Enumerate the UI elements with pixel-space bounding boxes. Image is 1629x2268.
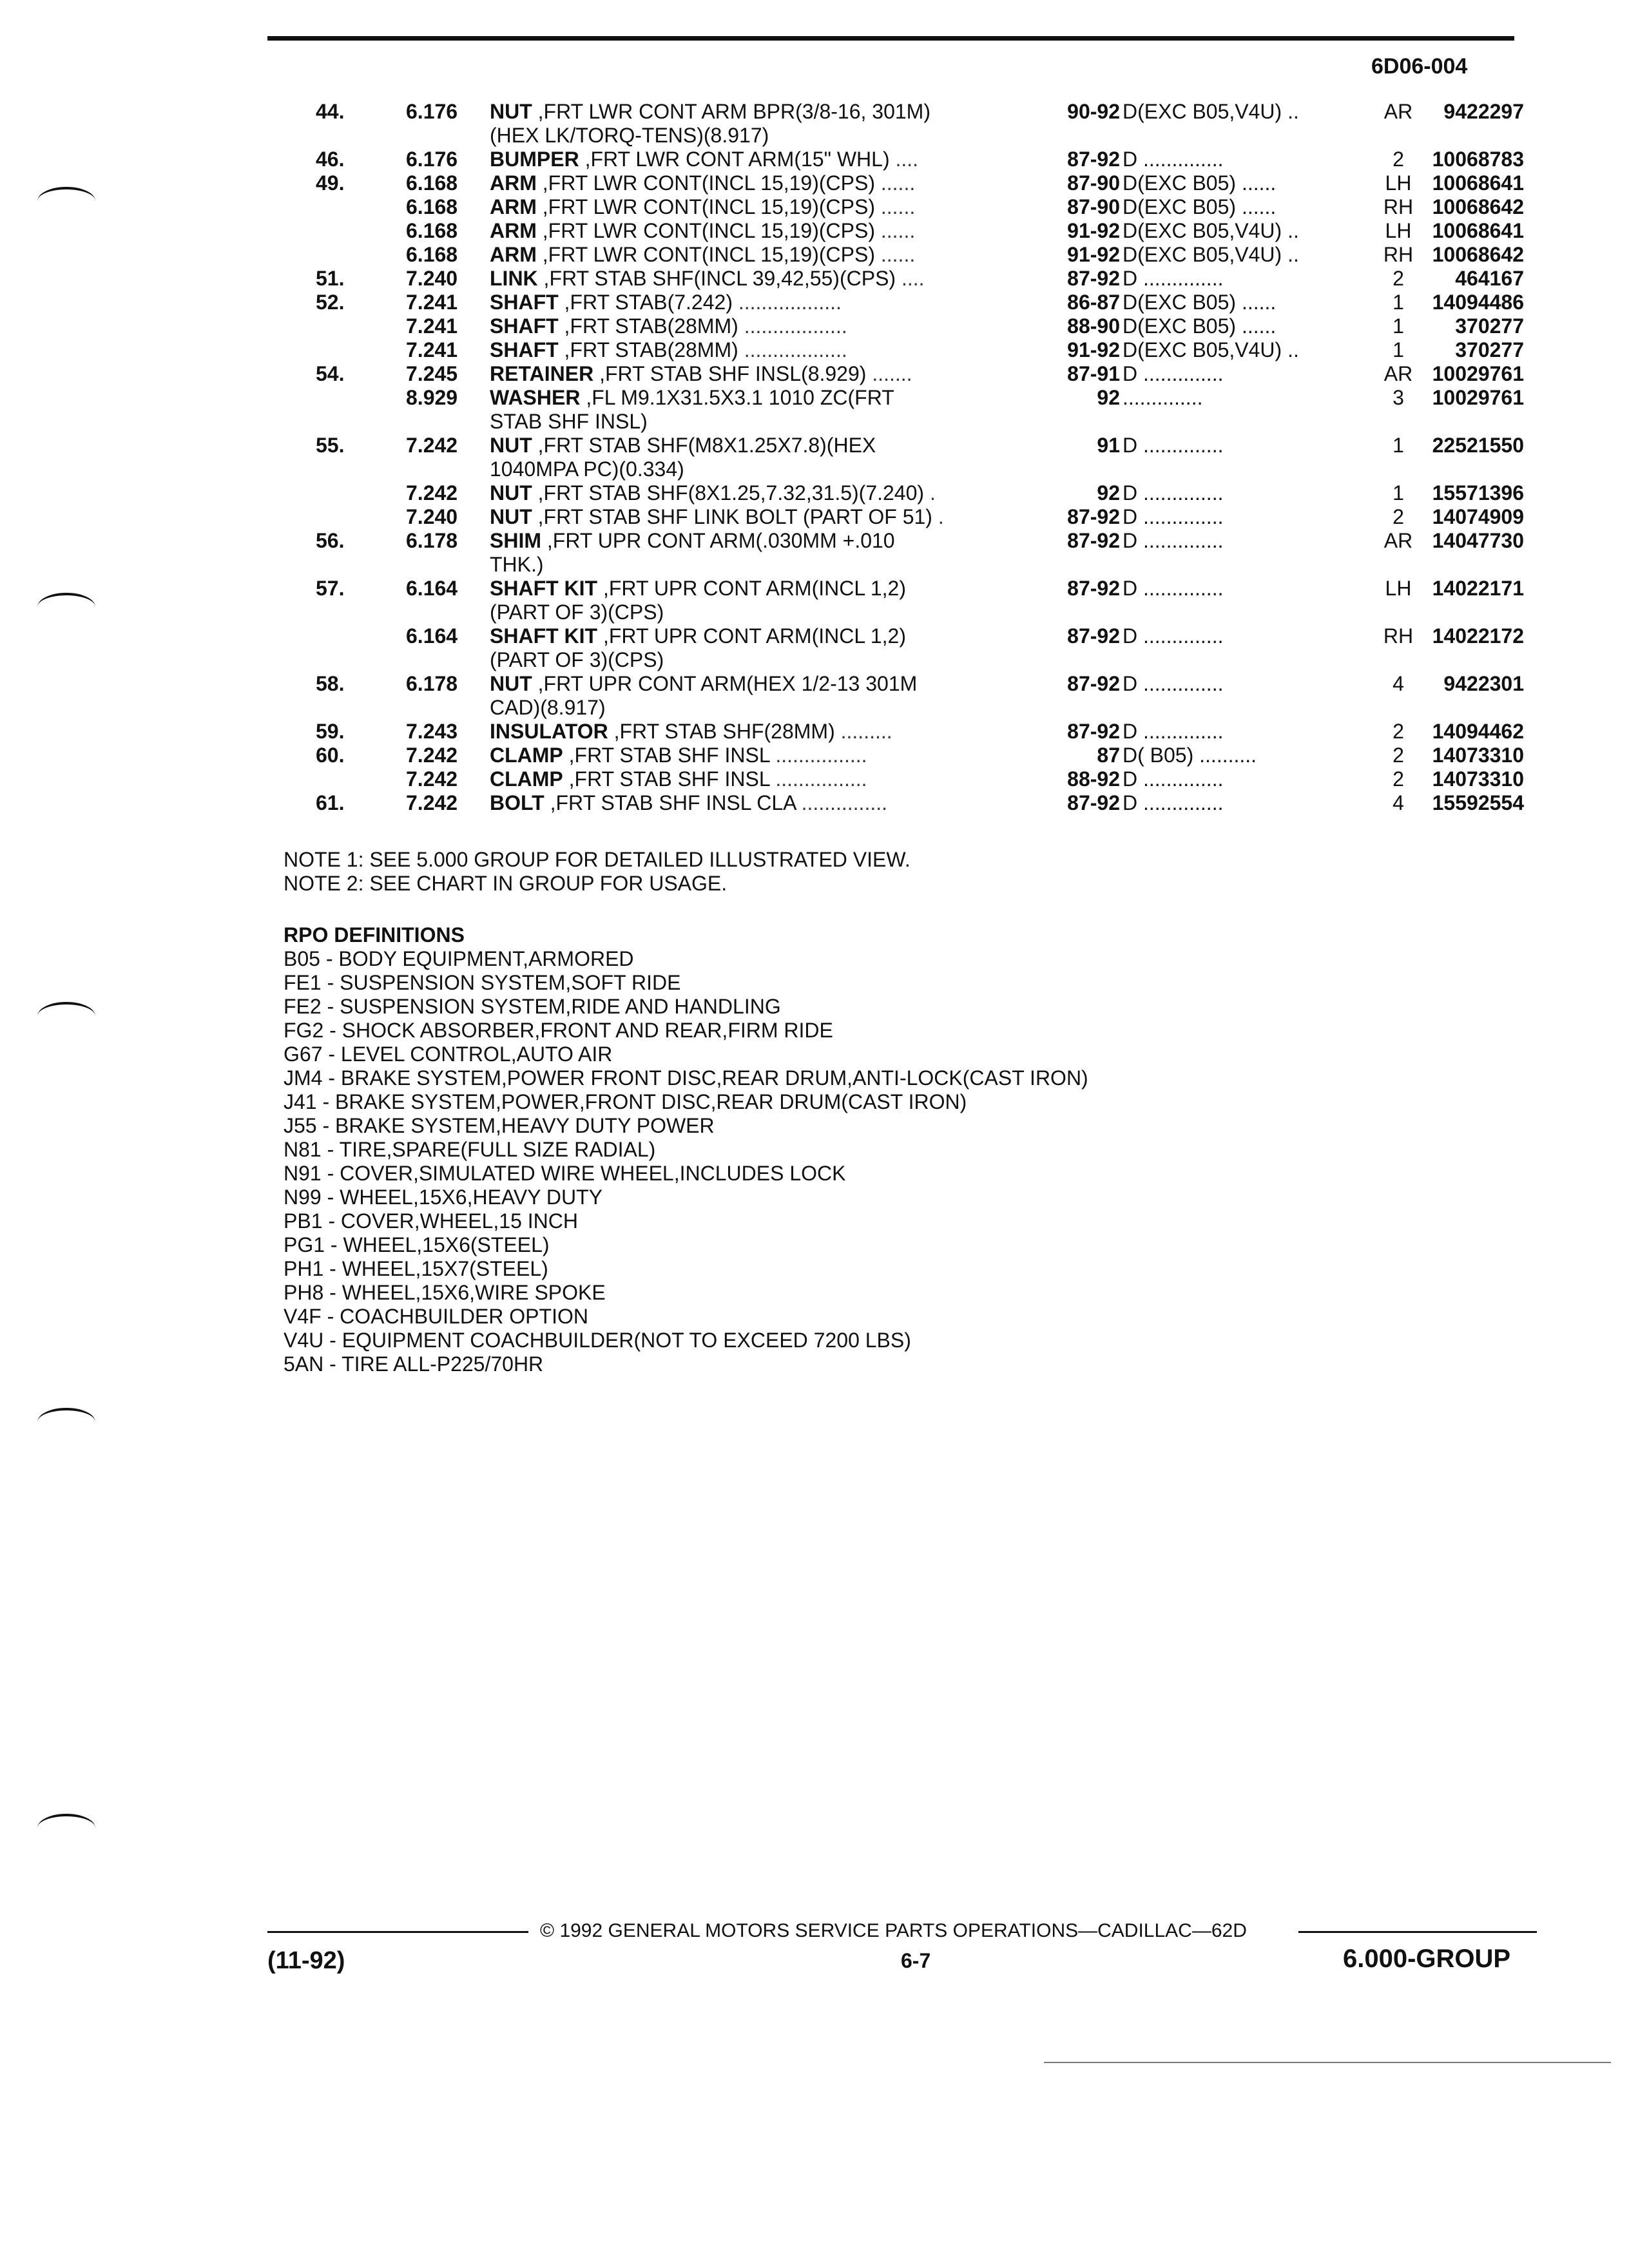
table-row [284, 291, 1534, 314]
part-number: 15571396 [1432, 481, 1524, 505]
table-row-continuation [284, 696, 1534, 720]
part-number: 10068642 [1432, 195, 1524, 218]
reference-number: 7.240 [406, 267, 458, 290]
model-applicability: D .............. [1123, 434, 1224, 457]
table-row [284, 791, 1534, 815]
note-line: NOTE 1: SEE 5.000 GROUP FOR DETAILED ILLUSTRATED VIEW. [284, 848, 911, 871]
rpo-item: FG2 - SHOCK ABSORBER,FRONT AND REAR,FIRM RIDE [284, 1019, 833, 1042]
quantity: 2 [1393, 148, 1404, 171]
model-applicability: D(EXC B05) ...... [1123, 291, 1277, 314]
part-name: CLAMP [490, 744, 563, 767]
part-detail: ,FL M9.1X31.5X3.1 1010 ZC(FRT [580, 386, 894, 409]
model-years: 86-87 [1067, 291, 1120, 314]
part-number: 14074909 [1432, 505, 1524, 528]
reference-number: 6.178 [406, 672, 458, 695]
part-description [490, 338, 1018, 362]
part-description [490, 100, 1018, 124]
part-number: 10029761 [1432, 362, 1524, 385]
rpo-item: V4F - COACHBUILDER OPTION [284, 1305, 588, 1328]
punch-hole-mark [37, 1408, 95, 1436]
reference-number: 7.242 [406, 767, 458, 791]
rpo-item: PB1 - COVER,WHEEL,15 INCH [284, 1209, 578, 1233]
part-name: BUMPER [490, 148, 579, 171]
model-years: 87-92 [1067, 624, 1120, 648]
table-row [284, 720, 1534, 744]
part-detail: ,FRT UPR CONT ARM(INCL 1,2) [597, 624, 906, 648]
reference-number: 7.245 [406, 362, 458, 385]
item-number: 52. [316, 291, 345, 314]
model-applicability: D(EXC B05) ...... [1123, 171, 1277, 195]
table-row-continuation [284, 410, 1534, 434]
part-detail: ,FRT UPR CONT ARM(INCL 1,2) [597, 577, 906, 600]
part-name: LINK [490, 267, 538, 290]
part-description [490, 648, 1018, 672]
model-years: 88-92 [1067, 767, 1120, 791]
part-detail: ,FRT STAB SHF INSL [563, 767, 770, 791]
part-detail: ,FRT LWR CONT ARM(15" WHL) [579, 148, 890, 171]
part-description [490, 672, 1018, 696]
rpo-item: N99 - WHEEL,15X6,HEAVY DUTY [284, 1186, 602, 1209]
part-detail: (PART OF 3)(CPS) [490, 648, 664, 671]
rpo-list [284, 947, 1088, 1376]
part-description [490, 744, 1018, 767]
part-name: RETAINER [490, 362, 594, 385]
part-detail: ,FRT LWR CONT(INCL 15,19)(CPS) [536, 219, 875, 242]
part-description [490, 791, 1018, 815]
part-description [490, 601, 1018, 624]
footer-date: (11-92) [267, 1947, 345, 1974]
rpo-item: V4U - EQUIPMENT COACHBUILDER(NOT TO EXCEED 7200 LBS) [284, 1329, 911, 1352]
part-number: 9422297 [1443, 100, 1524, 123]
model-applicability: D(EXC B05,V4U) .. [1123, 100, 1299, 123]
item-number: 54. [316, 362, 345, 385]
part-detail: ,FRT LWR CONT(INCL 15,19)(CPS) [536, 171, 875, 195]
table-row [284, 481, 1534, 505]
model-applicability: D .............. [1123, 362, 1224, 385]
model-years: 87-92 [1067, 267, 1120, 290]
model-applicability: D .............. [1123, 267, 1224, 290]
part-detail: STAB SHF INSL) [490, 410, 648, 433]
model-applicability: D .............. [1123, 720, 1224, 743]
quantity: RH [1383, 243, 1414, 266]
part-detail: ,FRT STAB(7.242) [558, 291, 733, 314]
table-row [284, 386, 1534, 410]
part-description [490, 267, 1018, 291]
model-applicability: D .............. [1123, 529, 1224, 552]
model-applicability: D(EXC B05) ...... [1123, 314, 1277, 338]
part-name: NUT [490, 434, 532, 457]
part-description [490, 505, 1018, 529]
item-number: 55. [316, 434, 345, 457]
footer-copyright: © 1992 GENERAL MOTORS SERVICE PARTS OPERATIONS—CADILLAC—62D [540, 1920, 1247, 1941]
part-description [490, 696, 1018, 720]
model-years: 91-92 [1067, 219, 1120, 242]
model-years: 90-92 [1067, 100, 1120, 123]
part-detail: ,FRT STAB SHF LINK BOLT (PART OF 51) [532, 505, 932, 528]
model-years: 87-91 [1067, 362, 1120, 385]
quantity: 2 [1393, 267, 1404, 290]
rpo-item: PH1 - WHEEL,15X7(STEEL) [284, 1257, 548, 1280]
part-detail: ,FRT STAB SHF INSL CLA [544, 791, 796, 814]
model-years: 92 [1097, 386, 1120, 409]
part-detail: ,FRT STAB SHF INSL [563, 744, 770, 767]
model-applicability: D .............. [1123, 672, 1224, 695]
part-number: 14047730 [1432, 529, 1524, 552]
part-description [490, 624, 1018, 648]
model-applicability: D .............. [1123, 505, 1224, 528]
model-applicability: D .............. [1123, 791, 1224, 814]
leader-dots: ...... [874, 243, 916, 266]
part-number: 9422301 [1443, 672, 1524, 695]
part-detail: ,FRT LWR CONT(INCL 15,19)(CPS) [536, 195, 875, 218]
reference-number: 6.176 [406, 100, 458, 123]
reference-number: 7.242 [406, 434, 458, 457]
part-name: INSULATOR [490, 720, 608, 743]
part-detail: ,FRT UPR CONT ARM(HEX 1/2-13 301M [532, 672, 918, 695]
table-row [284, 624, 1534, 648]
top-rule [267, 36, 1514, 41]
item-number: 61. [316, 791, 345, 814]
table-row [284, 672, 1534, 696]
part-description [490, 243, 1018, 267]
table-row [284, 314, 1534, 338]
quantity: 2 [1393, 720, 1404, 743]
table-row [284, 243, 1534, 267]
part-number: 14022172 [1432, 624, 1524, 648]
part-description [490, 553, 1018, 577]
table-row [284, 148, 1534, 171]
part-name: SHAFT [490, 291, 559, 314]
quantity: 2 [1393, 767, 1404, 791]
leader-dots: .... [889, 148, 919, 171]
part-name: ARM [490, 243, 537, 266]
part-number: 22521550 [1432, 434, 1524, 457]
reference-number: 7.241 [406, 338, 458, 361]
quantity: 1 [1393, 434, 1404, 457]
rpo-item: FE2 - SUSPENSION SYSTEM,RIDE AND HANDLING [284, 995, 781, 1018]
rpo-definitions [284, 923, 1088, 1376]
part-name: NUT [490, 100, 532, 123]
item-number: 49. [316, 171, 345, 195]
part-description [490, 577, 1018, 601]
table-row [284, 362, 1534, 386]
model-years: 87-90 [1067, 195, 1120, 218]
quantity: 1 [1393, 338, 1404, 361]
part-detail: ,FRT LWR CONT ARM BPR(3/8-16, 301M) [532, 100, 930, 123]
table-row [284, 577, 1534, 601]
reference-number: 6.176 [406, 148, 458, 171]
part-number: 14073310 [1432, 767, 1524, 791]
parts-table [284, 100, 1534, 815]
part-description [490, 362, 1018, 386]
table-row [284, 171, 1534, 195]
leader-dots: ....... [866, 362, 912, 385]
part-description [490, 767, 1018, 791]
table-row [284, 100, 1534, 124]
model-years: 91-92 [1067, 243, 1120, 266]
leader-dots: ................ [769, 744, 867, 767]
footer-rule-left [267, 1931, 528, 1933]
model-years: 87-92 [1067, 672, 1120, 695]
leader-dots: ......... [834, 720, 892, 743]
quantity: LH [1385, 577, 1412, 600]
model-applicability: D(EXC B05,V4U) .. [1123, 219, 1299, 242]
leader-dots: ...... [874, 171, 916, 195]
part-description [490, 529, 1018, 553]
part-description [490, 386, 1018, 410]
part-detail: ,FRT STAB SHF(M8X1.25X7.8)(HEX [532, 434, 876, 457]
part-number: 15592554 [1432, 791, 1524, 814]
item-number: 56. [316, 529, 345, 552]
rpo-item: JM4 - BRAKE SYSTEM,POWER FRONT DISC,REAR DRUM,ANTI-LOCK(CAST IRON) [284, 1066, 1088, 1090]
footer-page-number: 6-7 [901, 1949, 931, 1972]
part-number: 10029761 [1432, 386, 1524, 409]
model-years: 87-92 [1067, 791, 1120, 814]
model-years: 87 [1097, 744, 1120, 767]
part-detail: ,FRT STAB SHF INSL(8.929) [593, 362, 867, 385]
part-number: 370277 [1455, 338, 1524, 361]
model-applicability: .............. [1123, 386, 1203, 409]
model-years: 87-92 [1067, 577, 1120, 600]
part-description [490, 219, 1018, 243]
reference-number: 6.164 [406, 577, 458, 600]
model-years: 87-92 [1067, 148, 1120, 171]
part-detail: ,FRT STAB(28MM) [558, 314, 738, 338]
part-number: 14094462 [1432, 720, 1524, 743]
model-years: 87-92 [1067, 505, 1120, 528]
rpo-item: FE1 - SUSPENSION SYSTEM,SOFT RIDE [284, 971, 681, 994]
model-years: 87-92 [1067, 529, 1120, 552]
part-detail: ,FRT STAB SHF(28MM) [608, 720, 835, 743]
part-name: WASHER [490, 386, 581, 409]
part-name: SHAFT KIT [490, 577, 598, 600]
model-years: 88-90 [1067, 314, 1120, 338]
rpo-item: B05 - BODY EQUIPMENT,ARMORED [284, 947, 634, 970]
reference-number: 6.168 [406, 171, 458, 195]
part-detail: 1040MPA PC)(0.334) [490, 457, 684, 481]
part-description [490, 720, 1018, 744]
part-description [490, 148, 1018, 171]
part-detail: (HEX LK/TORQ-TENS)(8.917) [490, 124, 769, 147]
part-description [490, 171, 1018, 195]
punch-hole-mark [37, 593, 95, 621]
punch-hole-mark [37, 1814, 95, 1842]
footer-group: 6.000-GROUP [1343, 1945, 1511, 1973]
leader-dots: .................. [738, 338, 847, 361]
reference-number: 7.241 [406, 291, 458, 314]
part-detail: ,FRT STAB(28MM) [558, 338, 738, 361]
reference-number: 6.168 [406, 195, 458, 218]
rpo-item: J55 - BRAKE SYSTEM,HEAVY DUTY POWER [284, 1114, 715, 1137]
table-row-continuation [284, 648, 1534, 672]
leader-dots: .................. [738, 314, 847, 338]
bottom-rule [1044, 2062, 1611, 2063]
rpo-item: 5AN - TIRE ALL-P225/70HR [284, 1352, 544, 1376]
reference-number: 7.240 [406, 505, 458, 528]
quantity: AR [1383, 362, 1413, 385]
model-years: 92 [1097, 481, 1120, 505]
part-name: SHAFT KIT [490, 624, 598, 648]
rpo-item: J41 - BRAKE SYSTEM,POWER,FRONT DISC,REAR DRUM(CAST IRON) [284, 1090, 967, 1113]
item-number: 46. [316, 148, 345, 171]
reference-number: 6.168 [406, 243, 458, 266]
reference-number: 7.242 [406, 744, 458, 767]
leader-dots: . [924, 481, 936, 505]
reference-number: 7.243 [406, 720, 458, 743]
rpo-item: N81 - TIRE,SPARE(FULL SIZE RADIAL) [284, 1138, 656, 1161]
part-description [490, 314, 1018, 338]
part-name: SHIM [490, 529, 541, 552]
part-description [490, 434, 1018, 457]
reference-number: 7.242 [406, 791, 458, 814]
part-name: SHAFT [490, 338, 559, 361]
leader-dots: . [932, 505, 944, 528]
model-years: 87-92 [1067, 720, 1120, 743]
part-detail: THK.) [490, 553, 544, 576]
table-row [284, 195, 1534, 219]
model-applicability: D .............. [1123, 767, 1224, 791]
footer-rule-right [1298, 1931, 1537, 1933]
quantity: LH [1385, 219, 1412, 242]
leader-dots: ................ [769, 767, 867, 791]
part-name: NUT [490, 505, 532, 528]
part-detail: ,FRT STAB SHF(8X1.25,7.32,31.5)(7.240) [532, 481, 925, 505]
rpo-item: PG1 - WHEEL,15X6(STEEL) [284, 1233, 550, 1256]
reference-number: 6.178 [406, 529, 458, 552]
leader-dots: ............... [795, 791, 887, 814]
part-description [490, 481, 1018, 505]
quantity: 4 [1393, 791, 1404, 814]
quantity: 1 [1393, 291, 1404, 314]
part-detail: CAD)(8.917) [490, 696, 606, 719]
part-name: ARM [490, 171, 537, 195]
item-number: 51. [316, 267, 345, 290]
item-number: 60. [316, 744, 345, 767]
note-line: NOTE 2: SEE CHART IN GROUP FOR USAGE. [284, 872, 728, 895]
part-name: NUT [490, 672, 532, 695]
part-detail: ,FRT UPR CONT ARM(.030MM +.010 [541, 529, 895, 552]
part-number: 14094486 [1432, 291, 1524, 314]
table-row [284, 529, 1534, 553]
part-number: 10068783 [1432, 148, 1524, 171]
part-name: ARM [490, 195, 537, 218]
part-name: NUT [490, 481, 532, 505]
model-applicability: D .............. [1123, 481, 1224, 505]
item-number: 44. [316, 100, 345, 123]
part-name: BOLT [490, 791, 545, 814]
model-applicability: D(EXC B05,V4U) .. [1123, 338, 1299, 361]
table-row [284, 434, 1534, 457]
table-row-continuation [284, 457, 1534, 481]
part-description [490, 195, 1018, 219]
reference-number: 7.242 [406, 481, 458, 505]
leader-dots: .... [896, 267, 925, 290]
model-applicability: D(EXC B05) ...... [1123, 195, 1277, 218]
quantity: AR [1383, 529, 1413, 552]
quantity: 3 [1393, 386, 1404, 409]
part-detail: ,FRT LWR CONT(INCL 15,19)(CPS) [536, 243, 875, 266]
part-number: 14073310 [1432, 744, 1524, 767]
doc-code: 6D06-004 [1371, 54, 1468, 79]
model-years: 91-92 [1067, 338, 1120, 361]
item-number: 57. [316, 577, 345, 600]
quantity: RH [1383, 195, 1414, 218]
quantity: 1 [1393, 314, 1404, 338]
quantity: LH [1385, 171, 1412, 195]
reference-number: 7.241 [406, 314, 458, 338]
model-years: 91 [1097, 434, 1120, 457]
part-detail: (PART OF 3)(CPS) [490, 601, 664, 624]
table-row [284, 219, 1534, 243]
table-row [284, 505, 1534, 529]
quantity: 2 [1393, 744, 1404, 767]
model-years: 87-90 [1067, 171, 1120, 195]
leader-dots: .................. [732, 291, 842, 314]
rpo-title: RPO DEFINITIONS [284, 923, 465, 947]
quantity: 2 [1393, 505, 1404, 528]
part-name: ARM [490, 219, 537, 242]
table-row-continuation [284, 601, 1534, 624]
table-row [284, 744, 1534, 767]
model-applicability: D .............. [1123, 577, 1224, 600]
model-applicability: D .............. [1123, 624, 1224, 648]
punch-hole-mark [37, 1002, 95, 1030]
quantity: 4 [1393, 672, 1404, 695]
table-row [284, 767, 1534, 791]
reference-number: 6.168 [406, 219, 458, 242]
reference-number: 8.929 [406, 386, 458, 409]
reference-number: 6.164 [406, 624, 458, 648]
model-applicability: D(EXC B05,V4U) .. [1123, 243, 1299, 266]
table-row [284, 338, 1534, 362]
leader-dots: ...... [874, 195, 916, 218]
quantity: AR [1383, 100, 1413, 123]
part-description [490, 457, 1018, 481]
part-description [490, 410, 1018, 434]
notes-section [284, 848, 911, 896]
rpo-item: G67 - LEVEL CONTROL,AUTO AIR [284, 1043, 613, 1066]
part-number: 464167 [1455, 267, 1524, 290]
part-number: 10068641 [1432, 171, 1524, 195]
part-description [490, 124, 1018, 148]
item-number: 59. [316, 720, 345, 743]
part-number: 10068641 [1432, 219, 1524, 242]
model-applicability: D( B05) .......... [1123, 744, 1257, 767]
part-number: 14022171 [1432, 577, 1524, 600]
rpo-item: N91 - COVER,SIMULATED WIRE WHEEL,INCLUDES LOCK [284, 1162, 846, 1185]
rpo-item: PH8 - WHEEL,15X6,WIRE SPOKE [284, 1281, 606, 1304]
punch-hole-mark [37, 187, 95, 215]
quantity: RH [1383, 624, 1414, 648]
part-number: 370277 [1455, 314, 1524, 338]
part-detail: ,FRT STAB SHF(INCL 39,42,55)(CPS) [537, 267, 896, 290]
part-description [490, 291, 1018, 314]
part-name: SHAFT [490, 314, 559, 338]
part-number: 10068642 [1432, 243, 1524, 266]
table-row [284, 267, 1534, 291]
leader-dots: ...... [874, 219, 916, 242]
item-number: 58. [316, 672, 345, 695]
table-row-continuation [284, 124, 1534, 148]
table-row-continuation [284, 553, 1534, 577]
quantity: 1 [1393, 481, 1404, 505]
model-applicability: D .............. [1123, 148, 1224, 171]
part-name: CLAMP [490, 767, 563, 791]
